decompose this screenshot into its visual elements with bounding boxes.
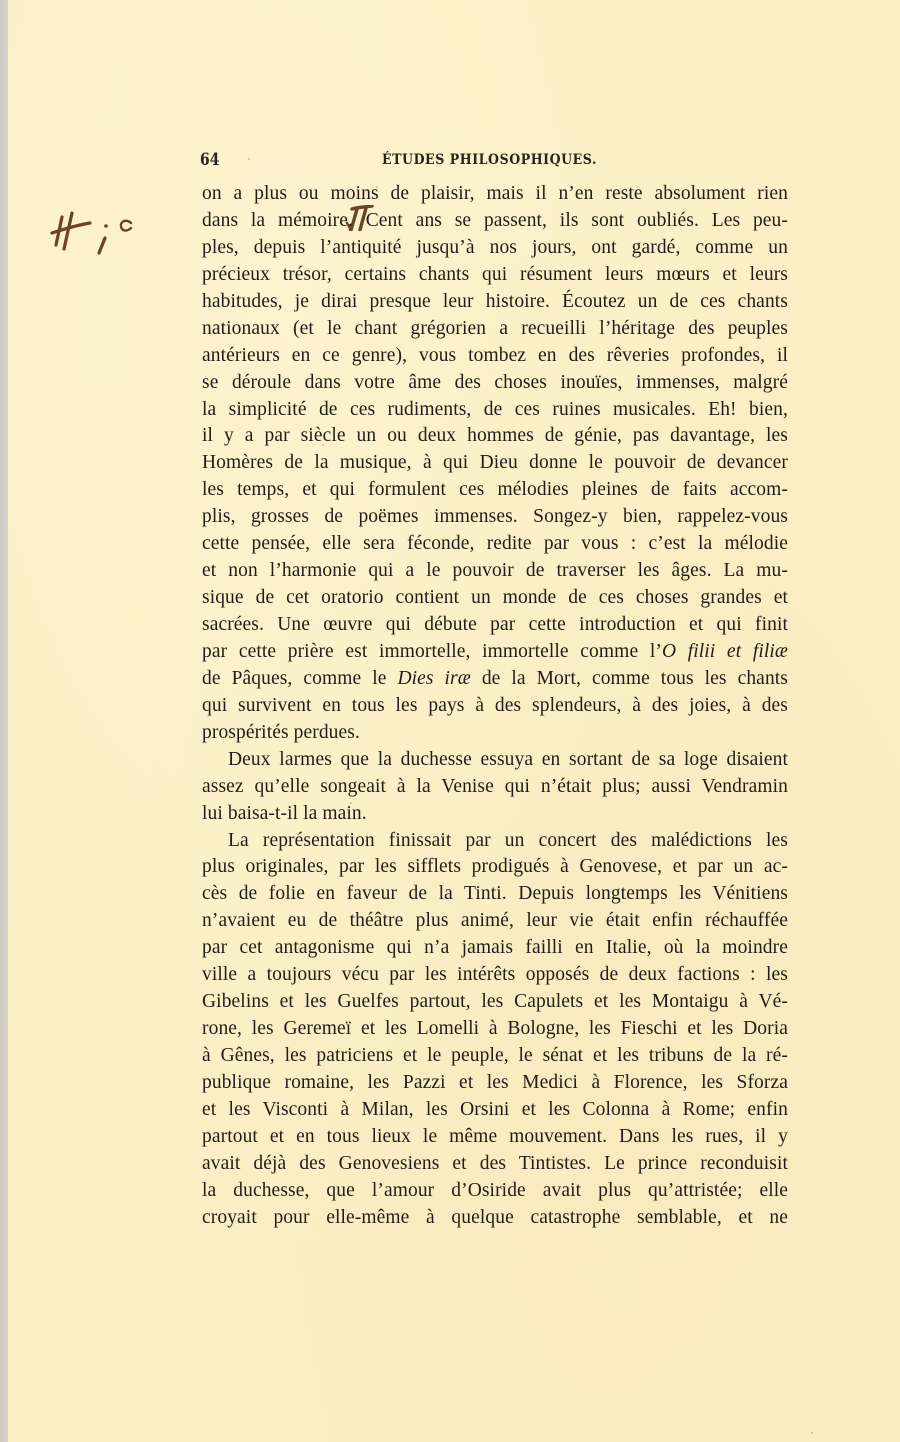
text-line: La représentation finissait par un concert des malédictions les: [228, 829, 788, 851]
running-head: [200, 150, 620, 174]
text-line: partout et en tous lieux le même mouvement. Dans les rues, il y: [202, 1125, 788, 1147]
text-run: de la Mort, comme tous les chants: [470, 667, 788, 689]
paper-speck: [811, 1432, 813, 1434]
text-line: habitudes, je dirai presque leur histoire. Écoutez un de ces chants: [202, 290, 788, 312]
text-line: il y a par siècle un ou deux hommes de génie, pas davantage, les: [202, 425, 788, 447]
text-line: antérieurs en ce genre), vous tombez en des rêveries profondes, il: [202, 344, 788, 366]
text-line: Deux larmes que la duchesse essuya en sortant de sa loge disaient: [228, 748, 788, 770]
body-text: [202, 181, 788, 1232]
paper-speck: [376, 186, 378, 188]
text-line: sacrées. Une œuvre qui débute par cette introduction et qui finit: [202, 614, 788, 635]
text-line: avait déjà des Genovesiens et des Tintistes. Le prince reconduisit: [202, 1152, 788, 1174]
text-line: précieux trésor, certains chants qui résument leurs mœurs et leurs: [202, 263, 788, 285]
text-line: se déroule dans votre âme des choses inouïes, immenses, malgré: [202, 371, 788, 393]
text-line: assez qu’elle songeait à la Venise qui n’était plus; aussi Vendramin: [202, 775, 788, 797]
text-line: dans la mémoire. Cent ans se passent, ils sont oubliés. Les peu-: [202, 209, 788, 231]
text-line: cette pensée, elle sera féconde, redite par vous : c’est la mélodie: [202, 533, 788, 555]
text-line: et les Visconti à Milan, les Orsini et les Colonna à Rome; enfin: [202, 1098, 788, 1120]
scan-edge: [0, 0, 8, 1442]
text-run: de Pâques, comme le: [202, 667, 398, 689]
text-line: prospérités perdues.: [202, 721, 360, 743]
text-line: à Gênes, les patriciens et le peuple, le sénat et les tribuns de la ré-: [202, 1045, 788, 1066]
text-line: ples, depuis l’antiquité jusqu’à nos jours, ont gardé, comme un: [202, 236, 788, 258]
text-line: par cet antagonisme qui n’a jamais failli en Italie, où la moindre: [202, 937, 788, 959]
text-line: [202, 639, 788, 666]
italic-title: Dies iræ: [397, 667, 471, 689]
paper-speck: [698, 702, 700, 704]
text-line: la simplicité de ces rudiments, de ces ruines musicales. Eh! bien,: [202, 398, 788, 420]
text-line: nationaux (et le chant grégorien a recueilli l’héritage des peuples: [202, 317, 788, 339]
text-line: on a plus ou moins de plaisir, mais il n’en reste absolument rien: [202, 183, 788, 204]
text-line: rone, les Geremeï et les Lomelli à Bologne, les Fieschi et les Doria: [202, 1018, 788, 1040]
text-line: plis, grosses de poëmes immenses. Songez-y bien, rappelez-vous: [202, 506, 788, 528]
text-line: publique romaine, les Pazzi et les Medici à Florence, les Sforza: [202, 1071, 788, 1093]
italic-title: O filii et filiæ: [661, 640, 789, 662]
paper-speck: [350, 802, 352, 804]
text-line: cès de folie en faveur de la Tinti. Depuis longtemps les Vénitiens: [202, 883, 788, 905]
text-line: la duchesse, que l’amour d’Osiride avait plus qu’attristée; elle: [202, 1179, 788, 1201]
text-line: et non l’harmonie qui a le pouvoir de traverser les âges. La mu-: [202, 560, 788, 582]
text-line: sique de cet oratorio contient un monde de ces choses grandes et: [202, 587, 788, 609]
text-line: n’avaient eu de théâtre plus animé, leur vie était enfin réchauffée: [202, 910, 788, 932]
text-line: Homères de la musique, à qui Dieu donne le pouvoir de devancer: [202, 452, 788, 474]
text-line: [202, 666, 788, 693]
text-line: plus originales, par les sifflets prodigués à Genovese, et par un ac-: [202, 856, 788, 878]
text-line: Gibelins et les Guelfes partout, les Capulets et les Montaigu à Vé-: [202, 991, 788, 1013]
paper-speck: [322, 444, 324, 446]
text-run: par cette prière est immortelle, immortelle comme l’: [202, 640, 662, 662]
page-number: 64: [200, 150, 220, 170]
text-line: les temps, et qui formulent ces mélodies pleines de faits accom-: [202, 479, 788, 501]
text-line: ville a toujours vécu par les intérêts opposés de deux factions : les: [202, 964, 788, 986]
text-line: croyait pour elle-même à quelque catastrophe semblable, et ne: [202, 1206, 788, 1228]
paper-speck: [248, 158, 250, 160]
text-line: lui baisa-t-il la main.: [202, 802, 367, 824]
handwritten-margin-annotation: [50, 205, 140, 265]
text-line: qui survivent en tous les pays à des splendeurs, à des joies, à des: [202, 694, 788, 716]
running-head-title: ÉTUDES PHILOSOPHIQUES.: [382, 152, 597, 168]
